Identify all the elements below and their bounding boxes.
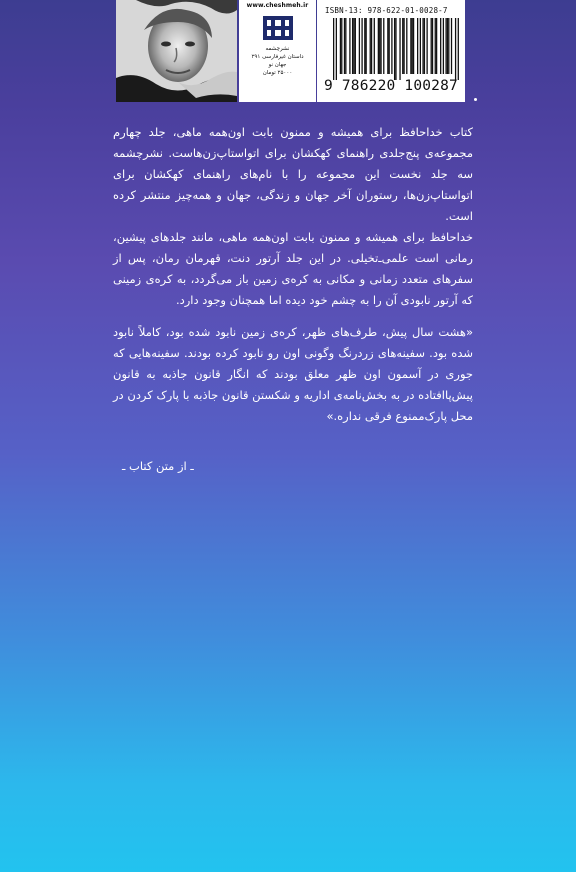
book-excerpt: «هشت سال پیش، طرف‌های ظهر، کره‌ی زمین نابود شده بود، کاملاً نابود شده بود. سفینه‌های زردرنگ وگونی اون رو نابود کرده بودند. سفینه‌هایی که جوری در آسمون اون ظهر معلق بودند که انگار قانون جاذبه به قانون پیش‌پاافتاده در به بخش‌نامه‌ی اداریه و شکستن قانون جاذبه با پارک کردن در محل پارک‌ممنوع فرقی نداره.»: [113, 325, 473, 423]
publisher-logo-icon: [261, 14, 295, 42]
barcode-bar: [412, 18, 413, 74]
barcode-bar: [349, 18, 350, 74]
barcode-bar: [403, 18, 404, 74]
barcode-bar: [383, 18, 384, 74]
barcode-bar: [355, 18, 356, 74]
barcode-bar: [353, 18, 354, 74]
decorative-dot: [474, 98, 477, 101]
barcode-bar: [394, 18, 395, 80]
barcode-bar: [432, 18, 433, 74]
barcode-bar: [371, 18, 372, 74]
barcode-bar: [364, 18, 365, 74]
publisher-url: www.cheshmeh.ir: [246, 2, 309, 9]
barcode-bar: [422, 18, 423, 74]
barcode-bar: [402, 18, 403, 74]
series-label: داستان غیرفارسی ۲۹۱: [251, 54, 304, 60]
barcode-icon: [333, 18, 459, 80]
barcode-bar: [436, 18, 437, 74]
barcode-bar: [380, 18, 381, 74]
barcode-bar: [366, 18, 367, 74]
description-paragraph-1: کتاب خداحافظ برای همیشه و ممنون بابت اون‌همه ماهی، جلد چهارم مجموعه‌ی پنج‌جلدی راهنمای کهکشان برای اتواستاپ‌زن‌هاست. نشرچشمه سه جلد نخست این مجموعه را با نام‌های راهنمای کهکشان برای اتواستاپ‌زن‌ها، رستوران آخر جهان و زندگی، جهان و همه‌چیز منتشر کرده است.: [113, 125, 473, 223]
barcode-bar: [443, 18, 444, 74]
barcode-bar: [340, 18, 341, 74]
barcode-bar: [440, 18, 441, 74]
publisher-name: نشرچشمه: [265, 46, 290, 52]
barcode-bar: [389, 18, 390, 74]
barcode-bar: [448, 18, 449, 74]
barcode-digits: 9 786220 100287: [324, 78, 458, 94]
barcode-bar: [406, 18, 407, 74]
collection-label: جهان نو: [268, 62, 287, 68]
barcode-bar: [413, 18, 414, 74]
barcode-bar: [426, 18, 427, 74]
barcode-bar: [379, 18, 380, 74]
price-label: ۲۵۰۰۰ تومان: [262, 70, 293, 76]
barcode-bar: [333, 18, 334, 80]
barcode-bar: [391, 18, 392, 74]
barcode-bar: [336, 18, 337, 80]
barcode-bar: [424, 18, 425, 74]
publisher-panel: [239, 0, 316, 102]
barcode-bar: [359, 18, 360, 74]
description-paragraph-2: خداحافظ برای همیشه و ممنون بابت اون‌همه ماهی، مانند جلدهای پیشین، رمانی است علمی‌ـ‌تخیلی. در این جلد آرتور دنت، قهرمان رمان، پس از سفرهای متعدد زمانی و مکانی به کره‌ی زمین باز می‌گردد، به کره‌ی زمینی که آرتور نابودی آن را به چشم خود دیده اما همچنان وجود دارد.: [113, 230, 473, 307]
barcode-bar: [341, 18, 342, 74]
barcode-bar: [451, 18, 452, 74]
barcode-panel: [317, 0, 465, 102]
barcode-bar: [420, 18, 421, 74]
author-photo: [116, 0, 237, 102]
barcode-bar: [458, 18, 459, 80]
barcode-bar: [399, 18, 400, 80]
barcode-bar: [455, 18, 456, 80]
barcode-bar: [344, 18, 345, 74]
barcode-bar: [431, 18, 432, 74]
barcode-bar: [378, 18, 379, 74]
excerpt-source: ـ از متن کتاب ـ: [122, 459, 194, 473]
barcode-bar: [374, 18, 375, 74]
barcode-bar: [387, 18, 388, 74]
barcode-bar: [447, 18, 448, 74]
barcode-bar: [352, 18, 353, 74]
barcode-bar: [417, 18, 418, 74]
barcode-bar: [445, 18, 446, 74]
barcode-bar: [370, 18, 371, 74]
isbn-label: ISBN-13: 978-622-01-0028-7: [325, 6, 448, 15]
barcode-bar: [435, 18, 436, 74]
barcode-bar: [410, 18, 411, 74]
barcode-bar: [395, 18, 396, 80]
book-description: [113, 122, 473, 311]
author-portrait-image: [116, 0, 237, 102]
barcode-bar: [345, 18, 346, 74]
barcode-bar: [361, 18, 362, 74]
